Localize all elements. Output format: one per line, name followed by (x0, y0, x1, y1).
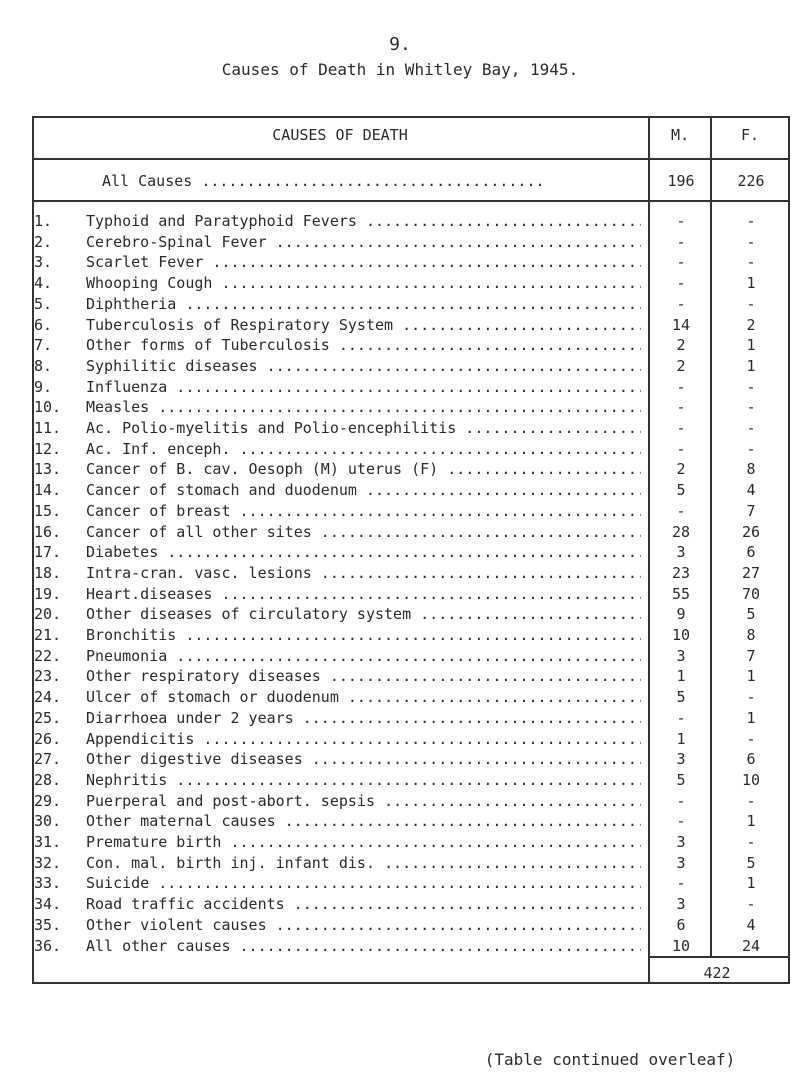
cause-label: Scarlet Fever ..... (86, 253, 641, 271)
male-count: - (676, 398, 686, 417)
female-count: 70 (741, 584, 761, 603)
table-row (32, 523, 790, 541)
cause-label: Other diseases of circulatory system ..... (86, 605, 641, 623)
all-causes-divider (32, 200, 790, 202)
male-count: - (676, 232, 686, 251)
table-row (32, 398, 790, 416)
male-count: 5 (676, 481, 686, 500)
male-count: 2 (676, 460, 686, 479)
cause-label: Suicide ..... (86, 874, 641, 892)
table-row (32, 233, 790, 251)
row-number: 22. (34, 646, 62, 665)
female-count: - (746, 398, 756, 417)
male-count: 3 (676, 646, 686, 665)
cause-label: All other causes ..... (86, 937, 641, 955)
all-causes-label (102, 172, 545, 190)
male-count: 55 (671, 584, 691, 603)
female-count: - (746, 833, 756, 851)
female-count: 8 (746, 460, 756, 479)
cause-label: Road traffic accidents ..... (86, 895, 641, 913)
row-number: 4. (34, 274, 53, 293)
row-number: 33. (34, 874, 62, 893)
cause-label: Other forms of Tuberculosis ..... (86, 336, 641, 354)
female-count: 7 (746, 646, 756, 665)
row-number: 1. (34, 212, 53, 230)
male-count: 10 (671, 936, 691, 955)
female-count: 1 (746, 274, 756, 293)
cause-label: Diphtheria ..... (86, 295, 641, 313)
male-count: - (676, 212, 686, 230)
cause-label: Appendicitis ..... (86, 730, 641, 748)
table-row (32, 730, 790, 748)
table-row (32, 667, 790, 685)
male-count: - (676, 439, 686, 458)
male-count: 3 (676, 833, 686, 851)
page-title: Causes of Death in Whitley Bay, 1945. (221, 60, 579, 79)
female-count: - (746, 232, 756, 251)
cause-label: Typhoid and Paratyphoid Fevers ..... (86, 212, 641, 230)
male-count: 5 (676, 770, 686, 789)
male-count: 3 (676, 543, 686, 562)
table-row (32, 357, 790, 375)
cause-label: Measles ..... (86, 398, 641, 416)
cause-label: Ac. Inf. enceph. ..... (86, 440, 641, 458)
cause-label: Ulcer of stomach or duodenum ..... (86, 688, 641, 706)
female-count: 4 (746, 481, 756, 500)
row-number: 20. (34, 605, 62, 624)
row-number: 21. (34, 626, 62, 644)
row-number: 23. (34, 667, 62, 686)
male-count: 5 (676, 688, 686, 707)
cause-label: Influenza ..... (86, 378, 641, 396)
total-divider (648, 956, 790, 958)
male-count: 3 (676, 895, 686, 914)
row-number: 16. (34, 522, 62, 541)
header-causes: CAUSES OF DEATH (272, 126, 408, 144)
cause-label: Premature birth ..... (86, 833, 641, 851)
female-count: 10 (741, 770, 761, 789)
row-number: 29. (34, 791, 62, 810)
table-row (32, 916, 790, 934)
male-count: - (676, 274, 686, 293)
female-count: 5 (746, 605, 756, 624)
male-count: 1 (676, 729, 686, 748)
row-number: 34. (34, 895, 62, 914)
cause-label: Ac. Polio-myelitis and Polio-encephilitis ..... (86, 419, 641, 437)
row-number: 14. (34, 481, 62, 500)
cause-label: Cancer of all other sites ..... (86, 523, 641, 541)
cause-label: Cerebro-Spinal Fever ..... (86, 233, 641, 251)
female-count: - (746, 688, 756, 707)
female-count: 7 (746, 501, 756, 520)
table-row (32, 605, 790, 623)
causes-of-death-table (32, 116, 790, 984)
table-row (32, 502, 790, 520)
female-count: 1 (746, 336, 756, 355)
female-count: - (746, 791, 756, 810)
cause-label: Syphilitic diseases ..... (86, 357, 641, 375)
table-row (32, 771, 790, 789)
cause-label: Other respiratory diseases ..... (86, 667, 641, 685)
female-count: 1 (746, 708, 756, 727)
cause-label: Bronchitis ..... (86, 626, 641, 644)
cause-label: Intra-cran. vasc. lesions ..... (86, 564, 641, 582)
table-row (32, 854, 790, 872)
grand-total: 422 (703, 964, 731, 982)
table-row (32, 833, 790, 851)
female-count: - (746, 377, 756, 396)
female-count: 1 (746, 874, 756, 893)
table-row (32, 937, 790, 955)
cause-label: Tuberculosis of Respiratory System ..... (86, 316, 641, 334)
cause-label: Cancer of stomach and duodenum ..... (86, 481, 641, 499)
table-row (32, 647, 790, 665)
table-row (32, 316, 790, 334)
table-row (32, 874, 790, 892)
cause-label: Heart.diseases ..... (86, 585, 641, 603)
female-count: 6 (746, 543, 756, 562)
header-female: F. (740, 126, 760, 144)
table-row (32, 419, 790, 437)
cause-label: Other violent causes ..... (86, 916, 641, 934)
table-row (32, 895, 790, 913)
table-row (32, 460, 790, 478)
female-count: - (746, 729, 756, 748)
male-count: 1 (676, 667, 686, 686)
table-row (32, 564, 790, 582)
cause-label: Con. mal. birth inj. infant dis. ..... (86, 854, 641, 872)
male-count: - (676, 874, 686, 893)
female-count: - (746, 294, 756, 313)
female-count: 24 (741, 936, 761, 955)
row-number: 27. (34, 750, 62, 769)
male-count: - (676, 294, 686, 313)
table-row (32, 336, 790, 354)
cause-label: Diarrhoea under 2 years ..... (86, 709, 641, 727)
table-row (32, 378, 790, 396)
row-number: 19. (34, 584, 62, 603)
male-count: 23 (671, 563, 691, 582)
leader-dots: ...................................... (192, 172, 545, 190)
cause-label: Puerperal and post-abort. sepsis ..... (86, 792, 641, 810)
female-count: - (746, 419, 756, 437)
row-number: 18. (34, 563, 62, 582)
cause-label: Other maternal causes ..... (86, 812, 641, 830)
row-number: 15. (34, 501, 62, 520)
table-row (32, 481, 790, 499)
female-count: 27 (741, 563, 761, 582)
page-number: 9. (389, 34, 411, 55)
table-row (32, 812, 790, 830)
table-row (32, 709, 790, 727)
female-count: 26 (741, 522, 761, 541)
female-count: 4 (746, 915, 756, 934)
row-number: 6. (34, 315, 53, 334)
row-number: 8. (34, 356, 53, 375)
male-count: 6 (676, 915, 686, 934)
male-count: 2 (676, 336, 686, 355)
row-number: 25. (34, 708, 62, 727)
table-row (32, 626, 790, 644)
male-count: - (676, 812, 686, 831)
male-count: 3 (676, 750, 686, 769)
table-row (32, 212, 790, 230)
table-row (32, 688, 790, 706)
row-number: 2. (34, 232, 53, 251)
row-number: 13. (34, 460, 62, 479)
cause-label: Cancer of B. cav. Oesoph (M) uterus (F) ..... (86, 460, 641, 478)
female-count: 5 (746, 853, 756, 872)
table-row (32, 295, 790, 313)
female-count: 2 (746, 315, 756, 334)
row-number: 36. (34, 936, 62, 955)
table-row (32, 750, 790, 768)
row-number: 3. (34, 253, 53, 272)
header-divider (32, 158, 790, 160)
male-count: - (676, 377, 686, 396)
all-causes-male: 196 (667, 172, 695, 190)
female-count: 1 (746, 812, 756, 831)
female-count: - (746, 895, 756, 914)
cause-label: Cancer of breast ..... (86, 502, 641, 520)
table-row (32, 253, 790, 271)
cause-label: Whooping Cough ..... (86, 274, 641, 292)
cause-label: Pneumonia ..... (86, 647, 641, 665)
cause-label: Other digestive diseases ..... (86, 750, 641, 768)
male-count: - (676, 253, 686, 272)
row-number: 7. (34, 336, 53, 355)
female-count: 1 (746, 356, 756, 375)
row-number: 17. (34, 543, 62, 562)
male-count: 10 (671, 626, 691, 644)
row-number: 11. (34, 419, 62, 437)
cause-label: Diabetes ..... (86, 543, 641, 561)
table-row (32, 543, 790, 561)
table-row (32, 440, 790, 458)
row-number: 12. (34, 439, 62, 458)
header-male: M. (670, 126, 690, 144)
male-count: 2 (676, 356, 686, 375)
male-count: - (676, 501, 686, 520)
row-number: 35. (34, 915, 62, 934)
row-number: 32. (34, 853, 62, 872)
female-count: - (746, 253, 756, 272)
male-count: - (676, 419, 686, 437)
male-count: 28 (671, 522, 691, 541)
row-number: 26. (34, 729, 62, 748)
continuation-note: (Table continued overleaf) (484, 1050, 736, 1069)
table-row (32, 274, 790, 292)
table-row (32, 792, 790, 810)
cause-label: Nephritis ..... (86, 771, 641, 789)
male-count: 9 (676, 605, 686, 624)
row-number: 10. (34, 398, 62, 417)
row-number: 31. (34, 833, 62, 851)
row-number: 5. (34, 294, 53, 313)
male-count: 14 (671, 315, 691, 334)
male-count: - (676, 791, 686, 810)
female-count: 8 (746, 626, 756, 644)
row-number: 24. (34, 688, 62, 707)
female-count: - (746, 439, 756, 458)
row-number: 9. (34, 377, 53, 396)
female-count: 6 (746, 750, 756, 769)
row-number: 30. (34, 812, 62, 831)
all-causes-female: 226 (737, 172, 765, 190)
male-count: - (676, 708, 686, 727)
female-count: - (746, 212, 756, 230)
all-causes-text: All Causes (102, 172, 193, 190)
male-count: 3 (676, 853, 686, 872)
table-row (32, 585, 790, 603)
female-count: 1 (746, 667, 756, 686)
row-number: 28. (34, 770, 62, 789)
